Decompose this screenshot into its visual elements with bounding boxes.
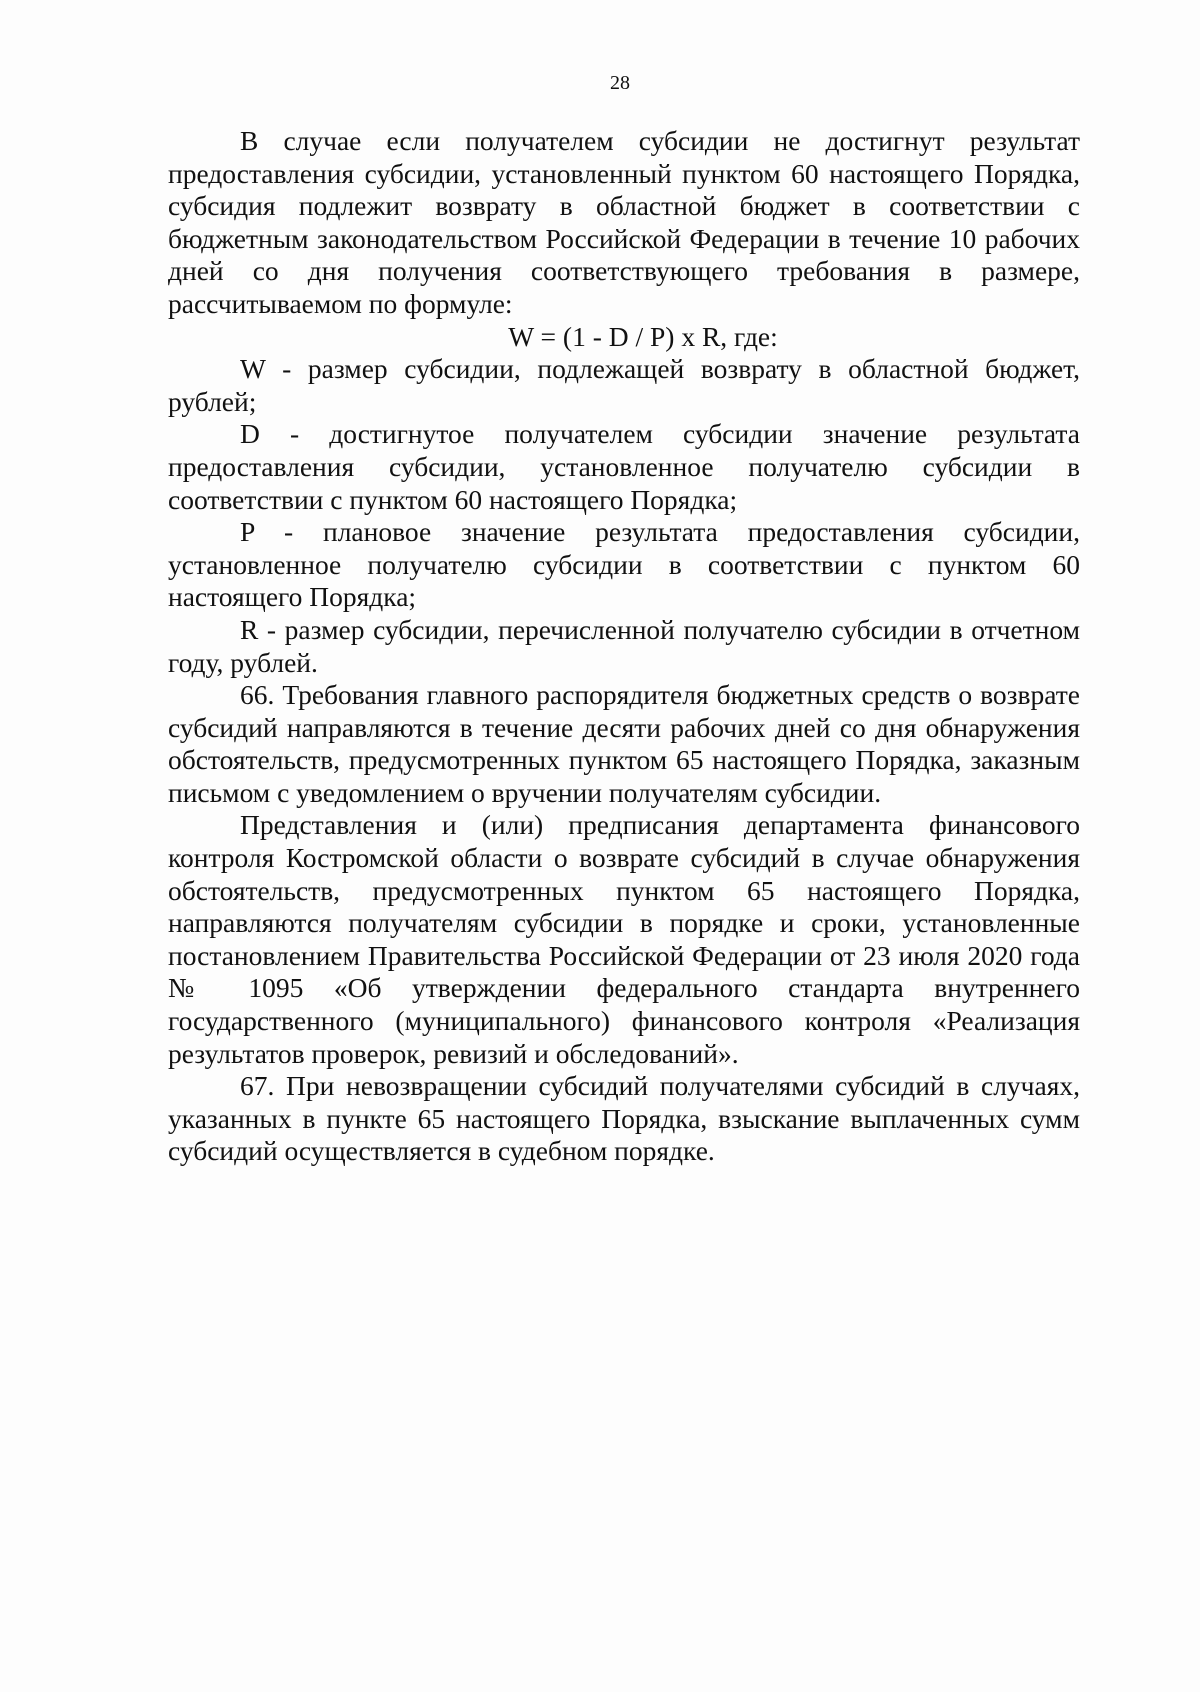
paragraph-definition-p: P - плановое значение результата предоставления субсидии, установленное получателю субсидии в соответствии с пунктом 60 настоящего Порядка; — [168, 516, 1080, 613]
paragraph-definition-w: W - размер субсидии, подлежащей возврату в областной бюджет, рублей; — [168, 353, 1080, 417]
paragraph-66: 66. Требования главного распорядителя бюджетных средств о возврате субсидий направляются в течение десяти рабочих дней со дня обнаружения обстоятельств, предусмотренных пунктом 65 настоящего Порядка, заказным письмом с уведомлением о вручении получателям субсидии. — [168, 679, 1080, 808]
formula: W = (1 - D / P) x R, где: — [508, 320, 778, 352]
page-number: 28 — [610, 72, 630, 94]
paragraph-subsidy-return: В случае если получателем субсидии не достигнут результат предоставления субсидии, установленный пунктом 60 настоящего Порядка, субсидия подлежит возврату в областной бюджет в соответствии с бюджетным законодательством Российской Федерации в течение 10 рабочих дней со дня получения соответствующего требования в размере, рассчитываемом по формуле: — [168, 125, 1080, 319]
document-body — [168, 125, 1080, 1168]
paragraph-67: 67. При невозвращении субсидий получателями субсидий в случаях, указанных в пункте 65 настоящего Порядка, взыскание выплаченных сумм субсидий осуществляется в судебном порядке. — [168, 1070, 1080, 1167]
paragraph-finance-control: Представления и (или) предписания департамента финансового контроля Костромской области о возврате субсидий в случае обнаружения обстоятельств, предусмотренных пунктом 65 настоящего Порядка, направляются получателям субсидии в порядке и сроки, установленные постановлением Правительства Российской Федерации от 23 июля 2020 года № 1095 «Об утверждении федерального стандарта внутреннего государственного (муниципального) финансового контроля «Реализация результатов проверок, ревизий и обследований». — [168, 809, 1080, 1069]
paragraph-definition-d: D - достигнутое получателем субсидии значение результата предоставления субсидии, установленное получателю субсидии в соответствии с пунктом 60 настоящего Порядка; — [168, 418, 1080, 515]
paragraph-definition-r: R - размер субсидии, перечисленной получателю субсидии в отчетном году, рублей. — [168, 613, 1080, 678]
